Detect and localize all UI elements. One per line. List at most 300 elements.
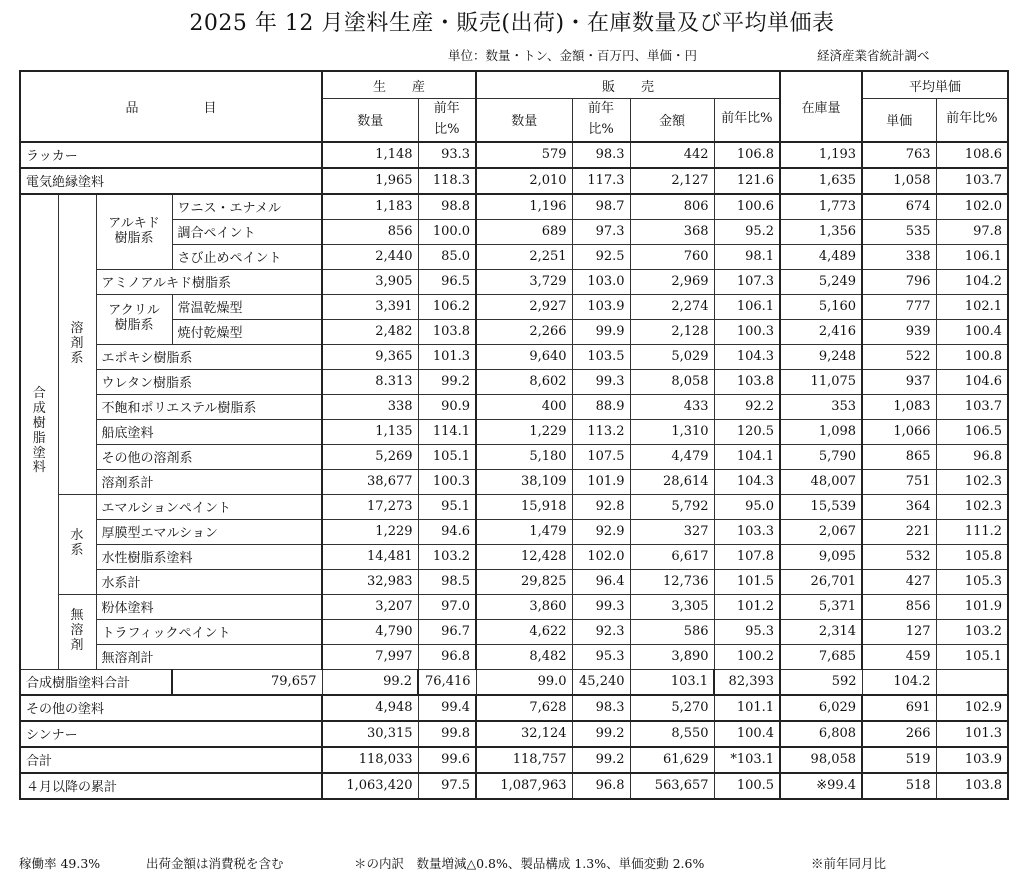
table-cell: 28,614 (630, 469, 714, 494)
group-nonsolvent-char: 無 (70, 608, 84, 624)
table-cell: 108.6 (936, 142, 1008, 168)
table-cell: 102.3 (936, 494, 1008, 519)
table-cell: 15,918 (476, 494, 572, 519)
group-solvent-char: 系 (70, 350, 84, 366)
table-cell: 38,677 (322, 469, 418, 494)
table-cell: 103.8 (936, 773, 1008, 799)
table-row (20, 294, 1008, 319)
table-cell: 103.7 (936, 394, 1008, 419)
table-cell: 100.4 (714, 721, 780, 747)
table-cell: 103.7 (936, 168, 1008, 194)
group-solvent-char: 溶 (70, 320, 84, 336)
table-cell: 104.3 (714, 344, 780, 369)
table-cell: 117.3 (572, 168, 630, 194)
header-price-yoy: 前年比% (936, 99, 1008, 142)
table-cell: 5,269 (322, 444, 418, 469)
row-label: その他の溶剤系 (96, 444, 322, 469)
table-cell: 102.0 (572, 544, 630, 569)
table-cell: 99.4 (418, 695, 476, 721)
table-row (20, 344, 1008, 369)
table-cell: 95.3 (714, 619, 780, 644)
footer-breakdown: ＊の内訳 数量増減△0.8%、製品構成 1.3%、単価変動 2.6% (354, 856, 705, 871)
row-label: 不飽和ポリエステル樹脂系 (96, 394, 322, 419)
table-cell: 100.8 (936, 344, 1008, 369)
table-cell: 856 (862, 594, 936, 619)
table-cell: 7,628 (476, 695, 572, 721)
table-row (20, 269, 1008, 294)
row-label: 合計 (20, 747, 322, 773)
row-label: 水性樹脂系塗料 (96, 544, 322, 569)
row-label: 無溶剤計 (96, 644, 322, 669)
table-row (20, 721, 1008, 747)
table-cell: 6,808 (780, 721, 862, 747)
table-cell: 79,657 (172, 669, 322, 695)
group-water-char: 系 (70, 543, 84, 559)
group-solvent-char: 剤 (70, 335, 84, 351)
table-cell: 12,736 (630, 569, 714, 594)
table-cell: 100.5 (714, 773, 780, 799)
table-row (20, 168, 1008, 194)
table-cell: 3,729 (476, 269, 572, 294)
table-cell: 579 (476, 142, 572, 168)
table-cell: 6,029 (780, 695, 862, 721)
table-cell: 106.5 (936, 419, 1008, 444)
table-cell: 2,440 (322, 244, 418, 269)
table-cell: 105.8 (936, 544, 1008, 569)
table-cell: 522 (862, 344, 936, 369)
table-cell: 107.5 (572, 444, 630, 469)
table-cell: 95.2 (714, 219, 780, 244)
table-cell: 353 (780, 394, 862, 419)
header-row-1 (20, 71, 1008, 99)
table-cell: 221 (862, 519, 936, 544)
row-label: 電気絶縁塗料 (20, 168, 322, 194)
group-water (58, 494, 96, 594)
table-cell: 4,790 (322, 619, 418, 644)
table-cell: 433 (630, 394, 714, 419)
table-cell: 12,428 (476, 544, 572, 569)
table-cell: 101.1 (714, 695, 780, 721)
header-inventory: 在庫量 (780, 71, 862, 142)
row-label: 粉体塗料 (96, 594, 322, 619)
row-label: その他の塗料 (20, 695, 322, 721)
table-cell: 32,124 (476, 721, 572, 747)
table-cell: 4,622 (476, 619, 572, 644)
table-cell: 1,098 (780, 419, 862, 444)
group-alkyd-char: 樹脂系 (114, 230, 154, 246)
row-label: ラッカー (20, 142, 322, 168)
table-cell: 3,207 (322, 594, 418, 619)
table-row (20, 142, 1008, 168)
table-cell: 592 (780, 669, 862, 695)
table-cell: 98.3 (572, 695, 630, 721)
table-cell: 103.8 (714, 369, 780, 394)
table-row (20, 369, 1008, 394)
table-cell: 806 (630, 194, 714, 220)
group-nonsolvent-char: 溶 (70, 623, 84, 639)
table-cell: 100.3 (418, 469, 476, 494)
header-sales-qty: 数量 (476, 99, 572, 142)
table-cell: 107.3 (714, 269, 780, 294)
table-cell: 103.3 (714, 519, 780, 544)
table-cell: 442 (630, 142, 714, 168)
header-unit-price: 単価 (862, 99, 936, 142)
table-cell: 106.1 (936, 244, 1008, 269)
table-cell: 103.2 (418, 544, 476, 569)
table-cell: 1,965 (322, 168, 418, 194)
table-cell: 96.5 (418, 269, 476, 294)
table-cell: 2,482 (322, 319, 418, 344)
table-cell: 95.0 (714, 494, 780, 519)
table-cell: 103.9 (936, 747, 1008, 773)
row-label: ワニス・エナメル (172, 194, 322, 220)
table-cell: 9,248 (780, 344, 862, 369)
table-cell: 38,109 (476, 469, 572, 494)
table-cell: 101.9 (572, 469, 630, 494)
table-cell: 98.8 (418, 194, 476, 220)
source-note: 経済産業省統計調べ (817, 48, 930, 63)
table-cell: 30,315 (322, 721, 418, 747)
table-cell: 105.3 (936, 569, 1008, 594)
row-label: シンナー (20, 721, 322, 747)
table-row (20, 773, 1008, 799)
table-cell: 2,416 (780, 319, 862, 344)
table-cell: 8,550 (630, 721, 714, 747)
table-cell: 96.7 (418, 619, 476, 644)
table-cell: 5,792 (630, 494, 714, 519)
table-cell: 937 (862, 369, 936, 394)
row-label: 水系計 (96, 569, 322, 594)
table-cell: 1,087,963 (476, 773, 572, 799)
header-production-qty: 数量 (322, 99, 418, 142)
table-row (20, 419, 1008, 444)
table-cell: 92.9 (572, 519, 630, 544)
table-cell: 7,685 (780, 644, 862, 669)
table-cell: 118,033 (322, 747, 418, 773)
row-label: 溶剤系計 (96, 469, 322, 494)
table-cell: 99.2 (572, 721, 630, 747)
row-label: ４月以降の累計 (20, 773, 322, 799)
table-cell: 96.8 (572, 773, 630, 799)
table-cell: 5,160 (780, 294, 862, 319)
table-cell: 3,305 (630, 594, 714, 619)
table-cell: 1,635 (780, 168, 862, 194)
page-title: 2025 年 12 月塗料生産・販売(出荷)・在庫数量及び平均単価表 (189, 11, 835, 36)
group-water-char: 水 (70, 528, 84, 544)
table-cell: 97.3 (572, 219, 630, 244)
table-cell: 92.5 (572, 244, 630, 269)
table-cell: 1,310 (630, 419, 714, 444)
table-cell: 1,229 (322, 519, 418, 544)
table-row (20, 444, 1008, 469)
table-cell: 90.9 (418, 394, 476, 419)
table-cell: 2,927 (476, 294, 572, 319)
table-cell: 61,629 (630, 747, 714, 773)
table-cell: 519 (862, 747, 936, 773)
table-cell: 1,135 (322, 419, 418, 444)
table-cell: 11,075 (780, 369, 862, 394)
table-cell: 105.1 (936, 644, 1008, 669)
table-cell: 104.1 (714, 444, 780, 469)
table-row (20, 619, 1008, 644)
table-cell: 563,657 (630, 773, 714, 799)
group-gosei-char: 塗 (32, 445, 46, 461)
row-label: 船底塗料 (96, 419, 322, 444)
table-cell: 95.1 (418, 494, 476, 519)
table-cell: 88.9 (572, 394, 630, 419)
table-cell: 104.2 (862, 669, 936, 695)
header-amount-yoy: 前年比% (714, 99, 780, 142)
table-cell: 98.5 (418, 569, 476, 594)
table-cell: 103.2 (936, 619, 1008, 644)
group-alkyd-char: アルキド (108, 215, 160, 231)
table-cell: 118.3 (418, 168, 476, 194)
table-cell: 100.0 (418, 219, 476, 244)
group-acrylic-char: 樹脂系 (114, 318, 154, 334)
group-gosei-char: 樹 (32, 415, 46, 431)
table-cell: 1,196 (476, 194, 572, 220)
header-avg-price: 平均単価 (862, 71, 1008, 99)
row-label: さび止めペイント (172, 244, 322, 269)
table-cell: 518 (862, 773, 936, 799)
table-cell: 364 (862, 494, 936, 519)
table-cell: 32,983 (322, 569, 418, 594)
table-cell: 111.2 (936, 519, 1008, 544)
table-cell: 5,180 (476, 444, 572, 469)
table-cell: 751 (862, 469, 936, 494)
row-label: 調合ペイント (172, 219, 322, 244)
group-gosei-char: 合 (32, 385, 46, 401)
table-cell: 9,095 (780, 544, 862, 569)
table-cell: 7,997 (322, 644, 418, 669)
table-row (20, 394, 1008, 419)
table-cell: 29,825 (476, 569, 572, 594)
table-cell: 82,393 (714, 669, 780, 695)
row-label: 常温乾燥型 (172, 294, 322, 319)
table-row (20, 519, 1008, 544)
table-cell: 1,773 (780, 194, 862, 220)
table-cell: 97.8 (936, 219, 1008, 244)
table-cell: 101.5 (714, 569, 780, 594)
table-cell: 760 (630, 244, 714, 269)
table-cell: 2,314 (780, 619, 862, 644)
table-cell: 763 (862, 142, 936, 168)
table-cell: 102.9 (936, 695, 1008, 721)
table-cell: ※99.4 (780, 773, 862, 799)
table-cell: 15,539 (780, 494, 862, 519)
table-cell: 1,193 (780, 142, 862, 168)
table-cell: 327 (630, 519, 714, 544)
table-cell: 92.8 (572, 494, 630, 519)
table-cell: 96.4 (572, 569, 630, 594)
table-cell: 105.1 (418, 444, 476, 469)
table-cell: 691 (862, 695, 936, 721)
table-cell: 939 (862, 319, 936, 344)
table-cell: 104.2 (936, 269, 1008, 294)
table-cell: 120.5 (714, 419, 780, 444)
table-cell: 93.3 (418, 142, 476, 168)
group-gosei-char: 成 (32, 400, 46, 416)
table-cell: 2,251 (476, 244, 572, 269)
header-sales: 販 売 (476, 71, 780, 99)
row-label: 焼付乾燥型 (172, 319, 322, 344)
table-cell: 101.9 (936, 594, 1008, 619)
table-cell: 127 (862, 619, 936, 644)
table-cell: 2,969 (630, 269, 714, 294)
group-gosei-char: 脂 (32, 430, 46, 446)
header-sales-yoy: 前年比% (572, 99, 630, 142)
table-cell: 96.8 (936, 444, 1008, 469)
table-cell: 1,183 (322, 194, 418, 220)
table-cell: 26,701 (780, 569, 862, 594)
table-cell: 97.0 (418, 594, 476, 619)
footer-yoy-note: ※前年同月比 (811, 856, 887, 871)
table-cell: 106.2 (418, 294, 476, 319)
group-solvent (58, 194, 96, 495)
table-cell: 76,416 (418, 669, 476, 695)
table-cell: 98.1 (714, 244, 780, 269)
table-cell: 95.3 (572, 644, 630, 669)
table-cell: 6,617 (630, 544, 714, 569)
table-cell: 535 (862, 219, 936, 244)
table-row (20, 594, 1008, 619)
table-cell: 103.5 (572, 344, 630, 369)
table-cell: 99.0 (476, 669, 572, 695)
table-cell: 2,127 (630, 168, 714, 194)
table-cell: 45,240 (572, 669, 630, 695)
table-cell: 2,067 (780, 519, 862, 544)
group-nonsolvent (58, 594, 96, 669)
table-cell: 103.9 (572, 294, 630, 319)
table-cell: 96.8 (418, 644, 476, 669)
table-cell: 99.2 (322, 669, 418, 695)
table-cell: 100.4 (936, 319, 1008, 344)
table-cell: 103.0 (572, 269, 630, 294)
table-cell: 1,083 (862, 394, 936, 419)
table-cell: 777 (862, 294, 936, 319)
row-label: 厚膜型エマルション (96, 519, 322, 544)
table-cell: *103.1 (714, 747, 780, 773)
table-cell: 1,148 (322, 142, 418, 168)
footer-tax-note: 出荷金額は消費税を含む (146, 856, 284, 871)
table-cell: 427 (862, 569, 936, 594)
table-cell: 102.3 (936, 469, 1008, 494)
header-item: 品 目 (20, 71, 322, 142)
table-cell: 121.6 (714, 168, 780, 194)
table-cell: 2,128 (630, 319, 714, 344)
table-cell: 92.3 (572, 619, 630, 644)
table-cell: 5,371 (780, 594, 862, 619)
table-cell: 106.1 (714, 294, 780, 319)
table-cell: 9,365 (322, 344, 418, 369)
table-row (20, 494, 1008, 519)
table-cell: 102.1 (936, 294, 1008, 319)
table-row (20, 569, 1008, 594)
footer-utilization: 稼働率 49.3% (19, 856, 101, 871)
table-cell: 4,479 (630, 444, 714, 469)
table-cell: 118,757 (476, 747, 572, 773)
table-cell: 3,890 (630, 644, 714, 669)
table-cell: 103.1 (630, 669, 714, 695)
table-cell: 17,273 (322, 494, 418, 519)
row-label: アミノアルキド樹脂系 (96, 269, 322, 294)
table-cell: 8.313 (322, 369, 418, 394)
table-cell: 1,066 (862, 419, 936, 444)
group-nonsolvent-char: 剤 (70, 638, 84, 654)
table-cell: 104.3 (714, 469, 780, 494)
table-cell: 100.6 (714, 194, 780, 220)
table-cell: 4,489 (780, 244, 862, 269)
table-row (20, 695, 1008, 721)
table-cell: 99.3 (572, 369, 630, 394)
table-cell: 99.2 (418, 369, 476, 394)
table-cell: 114.1 (418, 419, 476, 444)
table-cell: 5,790 (780, 444, 862, 469)
table-cell: 94.6 (418, 519, 476, 544)
table-cell: 8,482 (476, 644, 572, 669)
row-label: エポキシ樹脂系 (96, 344, 322, 369)
header-production-yoy: 前年比% (418, 99, 476, 142)
table-cell: 368 (630, 219, 714, 244)
table-cell: 107.8 (714, 544, 780, 569)
table-cell: 85.0 (418, 244, 476, 269)
table-cell: 865 (862, 444, 936, 469)
table-cell: 99.6 (418, 747, 476, 773)
table-cell: 796 (862, 269, 936, 294)
table-cell: 101.3 (936, 721, 1008, 747)
table-cell: 1,058 (862, 168, 936, 194)
table-cell: 2,274 (630, 294, 714, 319)
table-cell: 266 (862, 721, 936, 747)
row-label: 合成樹脂塗料合計 (20, 669, 172, 695)
table-cell: 674 (862, 194, 936, 220)
table-cell: 532 (862, 544, 936, 569)
table-cell: 92.2 (714, 394, 780, 419)
table-cell: 104.6 (936, 369, 1008, 394)
table-cell: 338 (322, 394, 418, 419)
table-cell: 5,270 (630, 695, 714, 721)
table-row (20, 544, 1008, 569)
table-cell: 586 (630, 619, 714, 644)
table-cell: 4,948 (322, 695, 418, 721)
table-row (20, 194, 1008, 220)
table-cell: 400 (476, 394, 572, 419)
row-label: トラフィックペイント (96, 619, 322, 644)
table-row (20, 469, 1008, 494)
table-cell: 113.2 (572, 419, 630, 444)
unit-note: 単位：数量・トン、金額・百万円、単価・円 (448, 48, 698, 63)
table-cell: 99.8 (418, 721, 476, 747)
table-cell: 99.9 (572, 319, 630, 344)
table-cell: 99.2 (572, 747, 630, 773)
table-cell: 2,010 (476, 168, 572, 194)
table-cell: 100.2 (714, 644, 780, 669)
table-cell: 8,602 (476, 369, 572, 394)
table-cell: 1,356 (780, 219, 862, 244)
table-cell: 9,640 (476, 344, 572, 369)
table-cell: 3,905 (322, 269, 418, 294)
table-row (20, 644, 1008, 669)
table-cell: 1,063,420 (322, 773, 418, 799)
table-cell: 101.3 (418, 344, 476, 369)
table-cell: 1,229 (476, 419, 572, 444)
table-cell: 338 (862, 244, 936, 269)
table-cell: 2,266 (476, 319, 572, 344)
table-cell: 98.7 (572, 194, 630, 220)
group-gosei-char: 料 (32, 460, 46, 476)
table-cell: 459 (862, 644, 936, 669)
table-cell: 48,007 (780, 469, 862, 494)
